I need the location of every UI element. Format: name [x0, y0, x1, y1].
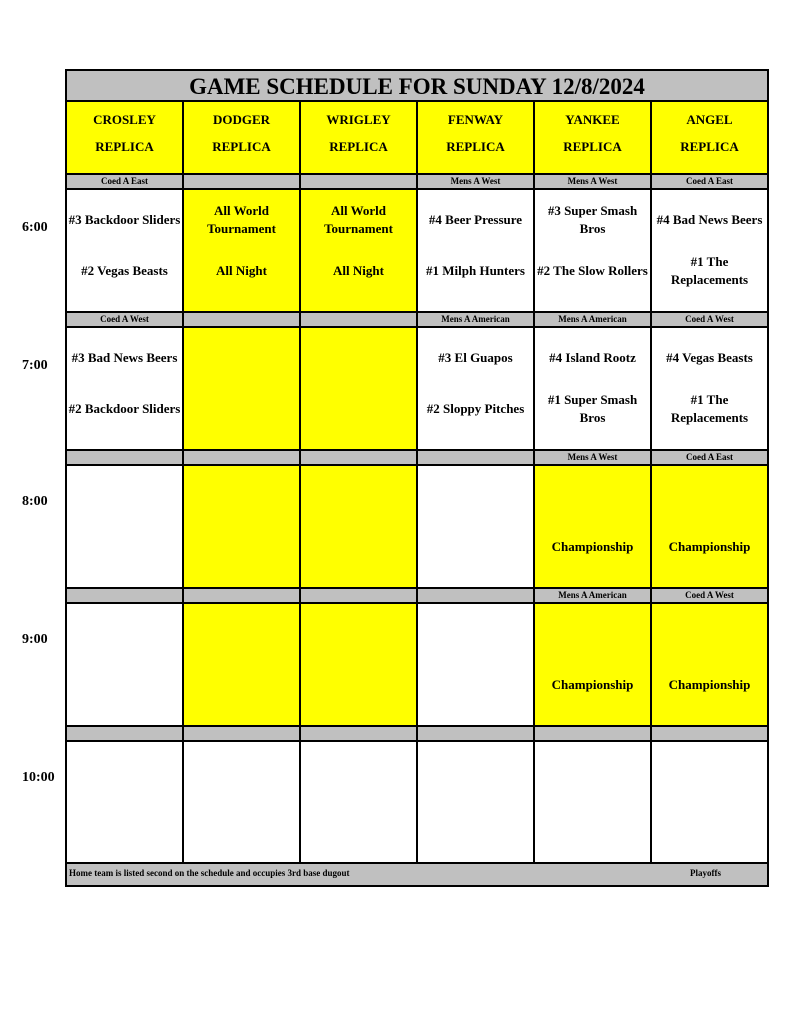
game-cell	[184, 190, 301, 311]
away-team: #3 Bad News Beers	[71, 350, 178, 365]
division-cell	[301, 725, 418, 742]
game-cell	[418, 190, 535, 311]
game-cell	[418, 328, 535, 449]
division-cell	[418, 587, 535, 604]
game-cell	[301, 604, 418, 725]
field-header	[535, 102, 652, 173]
field-header	[184, 102, 301, 173]
game-cell	[67, 742, 184, 863]
time-label: 10:00	[22, 770, 55, 785]
home-team: Championship	[668, 677, 751, 692]
game-cell	[184, 328, 301, 449]
division-label: Mens A American	[441, 314, 510, 324]
division-label: Coed A East	[100, 176, 148, 186]
division-cell	[652, 725, 767, 742]
game-cell	[418, 604, 535, 725]
away-team: All World Tournament	[324, 203, 393, 236]
field-subtitle: REPLICA	[212, 139, 271, 154]
division-cell	[418, 311, 535, 328]
division-label: Coed A East	[685, 176, 733, 186]
division-cell	[535, 587, 652, 604]
division-cell	[535, 311, 652, 328]
time-column	[0, 0, 66, 1024]
division-label: Coed A West	[685, 314, 734, 324]
division-cell	[535, 725, 652, 742]
game-cell	[535, 742, 652, 863]
division-label: Coed A West	[100, 314, 149, 324]
schedule-table	[65, 69, 769, 887]
time-label: 9:00	[22, 632, 48, 647]
field-name: WRIGLEY	[326, 112, 391, 127]
field-name: YANKEE	[565, 112, 620, 127]
home-team: #1 The Replacements	[670, 392, 749, 425]
away-team: #4 Vegas Beasts	[666, 350, 753, 365]
time-label: 7:00	[22, 358, 48, 373]
home-team: All Night	[216, 263, 267, 278]
division-cell	[184, 725, 301, 742]
home-team: #2 Sloppy Pitches	[426, 401, 525, 416]
game-cell	[184, 742, 301, 863]
footer-bar	[67, 862, 767, 885]
game-cell	[535, 604, 652, 725]
away-team: #4 Beer Pressure	[428, 212, 523, 227]
division-cell	[652, 587, 767, 604]
division-cell	[184, 311, 301, 328]
away-team: #4 Island Rootz	[549, 350, 636, 365]
field-subtitle: REPLICA	[680, 139, 739, 154]
division-cell	[67, 725, 184, 742]
division-cell	[652, 449, 767, 466]
field-header	[67, 102, 184, 173]
division-label: Coed A East	[685, 452, 733, 462]
division-cell	[418, 449, 535, 466]
home-team: #1 Milph Hunters	[426, 263, 525, 278]
division-cell	[301, 449, 418, 466]
away-team: #3 Super Smash Bros	[547, 203, 638, 236]
field-header	[652, 102, 767, 173]
away-team: All World Tournament	[207, 203, 276, 236]
division-cell	[652, 173, 767, 190]
game-cell	[67, 190, 184, 311]
time-label: 6:00	[22, 220, 48, 235]
game-cell	[67, 604, 184, 725]
field-subtitle: REPLICA	[95, 139, 154, 154]
field-subtitle: REPLICA	[563, 139, 622, 154]
division-cell	[418, 173, 535, 190]
field-subtitle: REPLICA	[446, 139, 505, 154]
game-cell	[184, 604, 301, 725]
division-label: Coed A West	[685, 590, 734, 600]
home-team: #1 Super Smash Bros	[547, 392, 638, 425]
home-team: Championship	[551, 539, 634, 554]
game-cell	[535, 466, 652, 587]
division-cell	[184, 587, 301, 604]
field-name: ANGEL	[686, 112, 733, 127]
field-header	[301, 102, 418, 173]
division-label: Mens A West	[567, 176, 618, 186]
home-team: Championship	[551, 677, 634, 692]
home-team: #2 The Slow Rollers	[537, 263, 648, 278]
division-cell	[184, 449, 301, 466]
game-cell	[652, 466, 767, 587]
away-team: #3 Backdoor Sliders	[68, 212, 181, 227]
field-name: CROSLEY	[93, 112, 156, 127]
division-cell	[301, 311, 418, 328]
division-label: Mens A West	[567, 452, 618, 462]
game-cell	[652, 328, 767, 449]
game-cell	[301, 742, 418, 863]
game-cell	[184, 466, 301, 587]
division-cell	[67, 311, 184, 328]
division-label: Mens A American	[558, 314, 627, 324]
game-cell	[418, 742, 535, 863]
division-cell	[652, 311, 767, 328]
division-cell	[184, 173, 301, 190]
footer-note: Home team is listed second on the schedule and occupies 3rd base dugout	[69, 868, 350, 878]
field-name: DODGER	[212, 112, 271, 127]
game-cell	[652, 190, 767, 311]
field-header	[418, 102, 535, 173]
game-cell	[418, 466, 535, 587]
division-cell	[535, 449, 652, 466]
division-cell	[301, 173, 418, 190]
game-cell	[67, 466, 184, 587]
home-team: #2 Backdoor Sliders	[68, 401, 181, 416]
division-label: Mens A West	[450, 176, 501, 186]
division-cell	[67, 173, 184, 190]
footer-tag: Playoffs	[690, 868, 721, 878]
home-team: #2 Vegas Beasts	[81, 263, 168, 278]
game-cell	[535, 190, 652, 311]
field-name: FENWAY	[447, 112, 504, 127]
game-cell	[67, 328, 184, 449]
division-label: Mens A American	[558, 590, 627, 600]
home-team: Championship	[668, 539, 751, 554]
division-cell	[535, 173, 652, 190]
game-cell	[301, 328, 418, 449]
schedule-title: GAME SCHEDULE FOR SUNDAY 12/8/2024	[67, 71, 767, 102]
game-cell	[652, 604, 767, 725]
time-label: 8:00	[22, 494, 48, 509]
division-cell	[301, 587, 418, 604]
away-team: #4 Bad News Beers	[656, 212, 763, 227]
division-cell	[67, 587, 184, 604]
game-cell	[652, 742, 767, 863]
game-cell	[301, 190, 418, 311]
division-cell	[67, 449, 184, 466]
field-subtitle: REPLICA	[329, 139, 388, 154]
game-cell	[301, 466, 418, 587]
division-cell	[418, 725, 535, 742]
home-team: All Night	[333, 263, 384, 278]
game-cell	[535, 328, 652, 449]
home-team: #1 The Replacements	[670, 254, 749, 287]
away-team: #3 El Guapos	[438, 350, 513, 365]
